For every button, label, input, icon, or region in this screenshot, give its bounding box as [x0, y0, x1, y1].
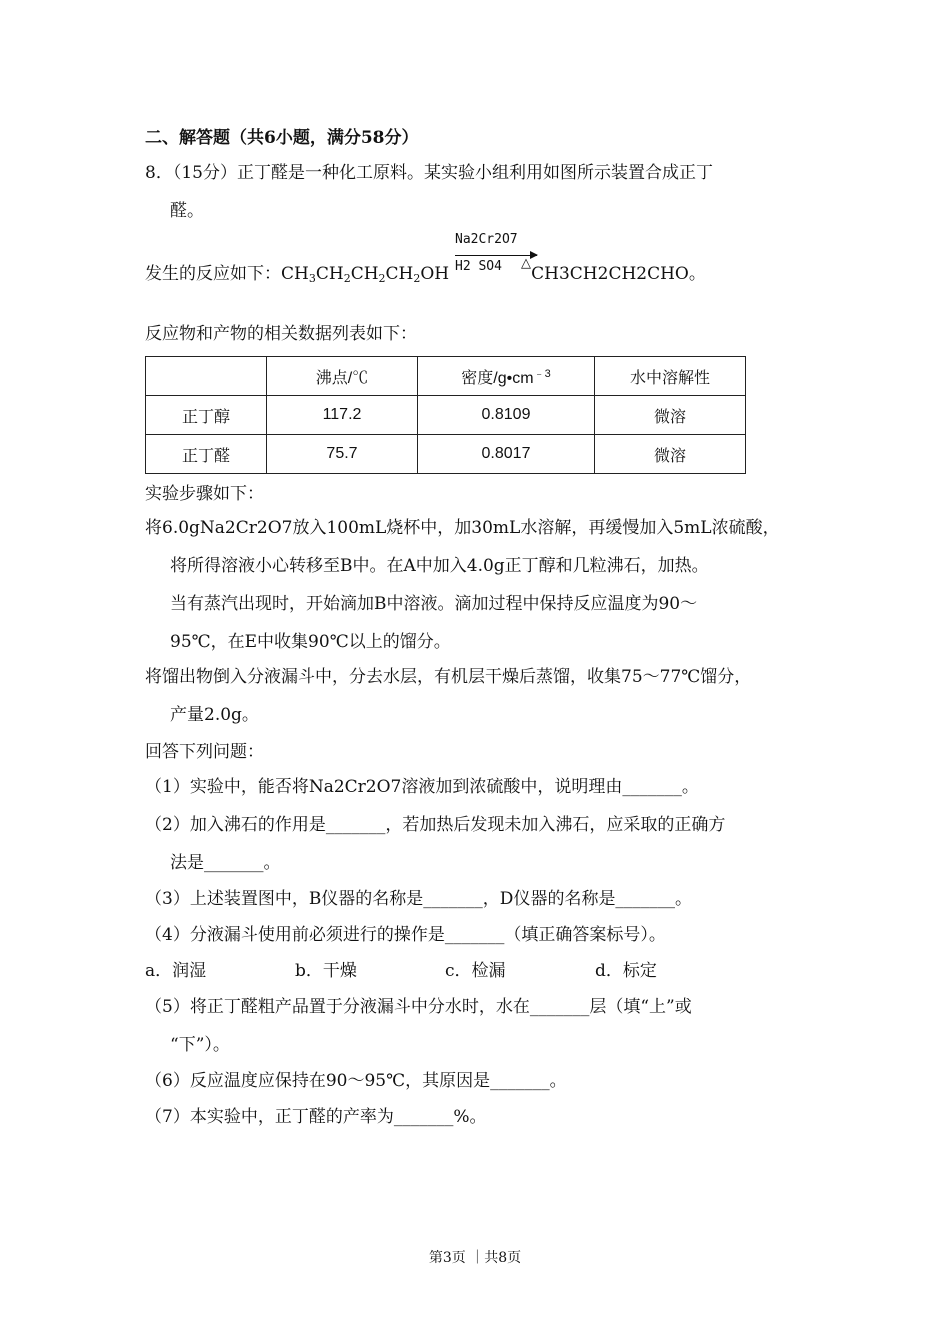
formula-part: CH [350, 264, 379, 284]
table-row [146, 435, 746, 474]
page-footer: 第3页 ｜共8页 [428, 1250, 522, 1266]
table-cell: 75.7 [267, 435, 418, 474]
sub-question-7: （7）本实验中，正丁醛的产率为_______%。 [145, 1107, 487, 1127]
heat-icon: △ [521, 256, 531, 271]
table-header [418, 357, 595, 396]
density-header: 密度/g•cm [461, 369, 534, 387]
table-intro: 反应物和产物的相关数据列表如下： [145, 324, 417, 344]
subscript: 2 [378, 272, 386, 285]
answer-options [145, 960, 657, 982]
table-cell: 正丁醛 [146, 435, 267, 474]
reagent-catalyst: Na2Cr2O7 [455, 232, 518, 247]
table-header [146, 357, 267, 396]
step-1-line: 当有蒸汽出现时，开始滴加B中溶液。滴加过程中保持反应温度为90～ [170, 594, 698, 614]
table-header-row [146, 357, 746, 396]
option-c: c．检漏 [445, 961, 506, 981]
section-title: 二、解答题（共6小题，满分58分） [145, 128, 419, 148]
formula-part: OH [420, 264, 450, 284]
table-cell: 正丁醇 [146, 396, 267, 435]
sub-question-6: （6）反应温度应保持在90～95℃，其原因是_______。 [145, 1071, 567, 1091]
sub-question-5: （5）将正丁醛粗产品置于分液漏斗中分水时，水在_______层（填“上”或 [145, 997, 692, 1017]
table-cell: 0.8017 [418, 435, 595, 474]
subscript: 2 [413, 272, 421, 285]
formula-part: CH [315, 264, 344, 284]
subscript: 2 [343, 272, 351, 285]
sub-question-5-cont: “下”）。 [170, 1035, 230, 1055]
sub-question-2-cont: 法是_______。 [170, 853, 281, 873]
table-header: 水中溶解性 [595, 357, 746, 396]
table-cell: 117.2 [267, 396, 418, 435]
table-cell: 微溶 [595, 396, 746, 435]
reaction-equation [145, 263, 706, 285]
table-row [146, 396, 746, 435]
sub-question-4: （4）分液漏斗使用前必须进行的操作是_______（填正确答案标号）。 [145, 925, 666, 945]
table-header: 沸点/℃ [267, 357, 418, 396]
density-exponent: ﹣3 [533, 367, 551, 380]
table-cell: 0.8109 [418, 396, 595, 435]
option-b: b．干燥 [295, 961, 357, 981]
option-d: d．标定 [595, 961, 657, 981]
answer-title: 回答下列问题： [145, 742, 264, 762]
question-8-line-1: 8．（15分）正丁醛是一种化工原料。某实验小组利用如图所示装置合成正丁 [145, 163, 713, 183]
step-1-line: 将6.0gNa2Cr2O7放入100mL烧杯中，加30mL水溶解，再缓慢加入5mL浓硫酸， [145, 518, 780, 538]
table-cell: 微溶 [595, 435, 746, 474]
sub-question-2: （2）加入沸石的作用是_______，若加热后发现未加入沸石，应采取的正确方 [145, 815, 726, 835]
step-2-line: 将馏出物倒入分液漏斗中，分去水层，有机层干燥后蒸馏，收集75～77℃馏分， [145, 667, 752, 687]
data-table [145, 356, 746, 474]
reaction-prefix: 发生的反应如下：CH [145, 264, 309, 284]
formula-part: CH [385, 264, 414, 284]
step-1-line: 将所得溶液小心转移至B中。在A中加入4.0g正丁醇和几粒沸石，加热。 [170, 556, 709, 576]
sub-question-3: （3）上述装置图中，B仪器的名称是_______，D仪器的名称是_______。 [145, 889, 692, 909]
step-2-line: 产量2.0g。 [170, 705, 259, 725]
step-1-line: 95℃，在E中收集90℃以上的馏分。 [170, 632, 451, 652]
subscript: 3 [308, 272, 316, 285]
option-a: a．润湿 [145, 961, 207, 981]
steps-title: 实验步骤如下： [145, 484, 264, 504]
question-8-line-2: 醛。 [170, 201, 204, 221]
reagent-acid: H2 SO4 [455, 259, 502, 274]
reaction-product: CH3CH2CH2CHO。 [531, 264, 706, 284]
sub-question-1: （1）实验中，能否将Na2Cr2O7溶液加到浓硫酸中，说明理由_______。 [145, 777, 699, 797]
arrow-head-icon [530, 251, 538, 259]
